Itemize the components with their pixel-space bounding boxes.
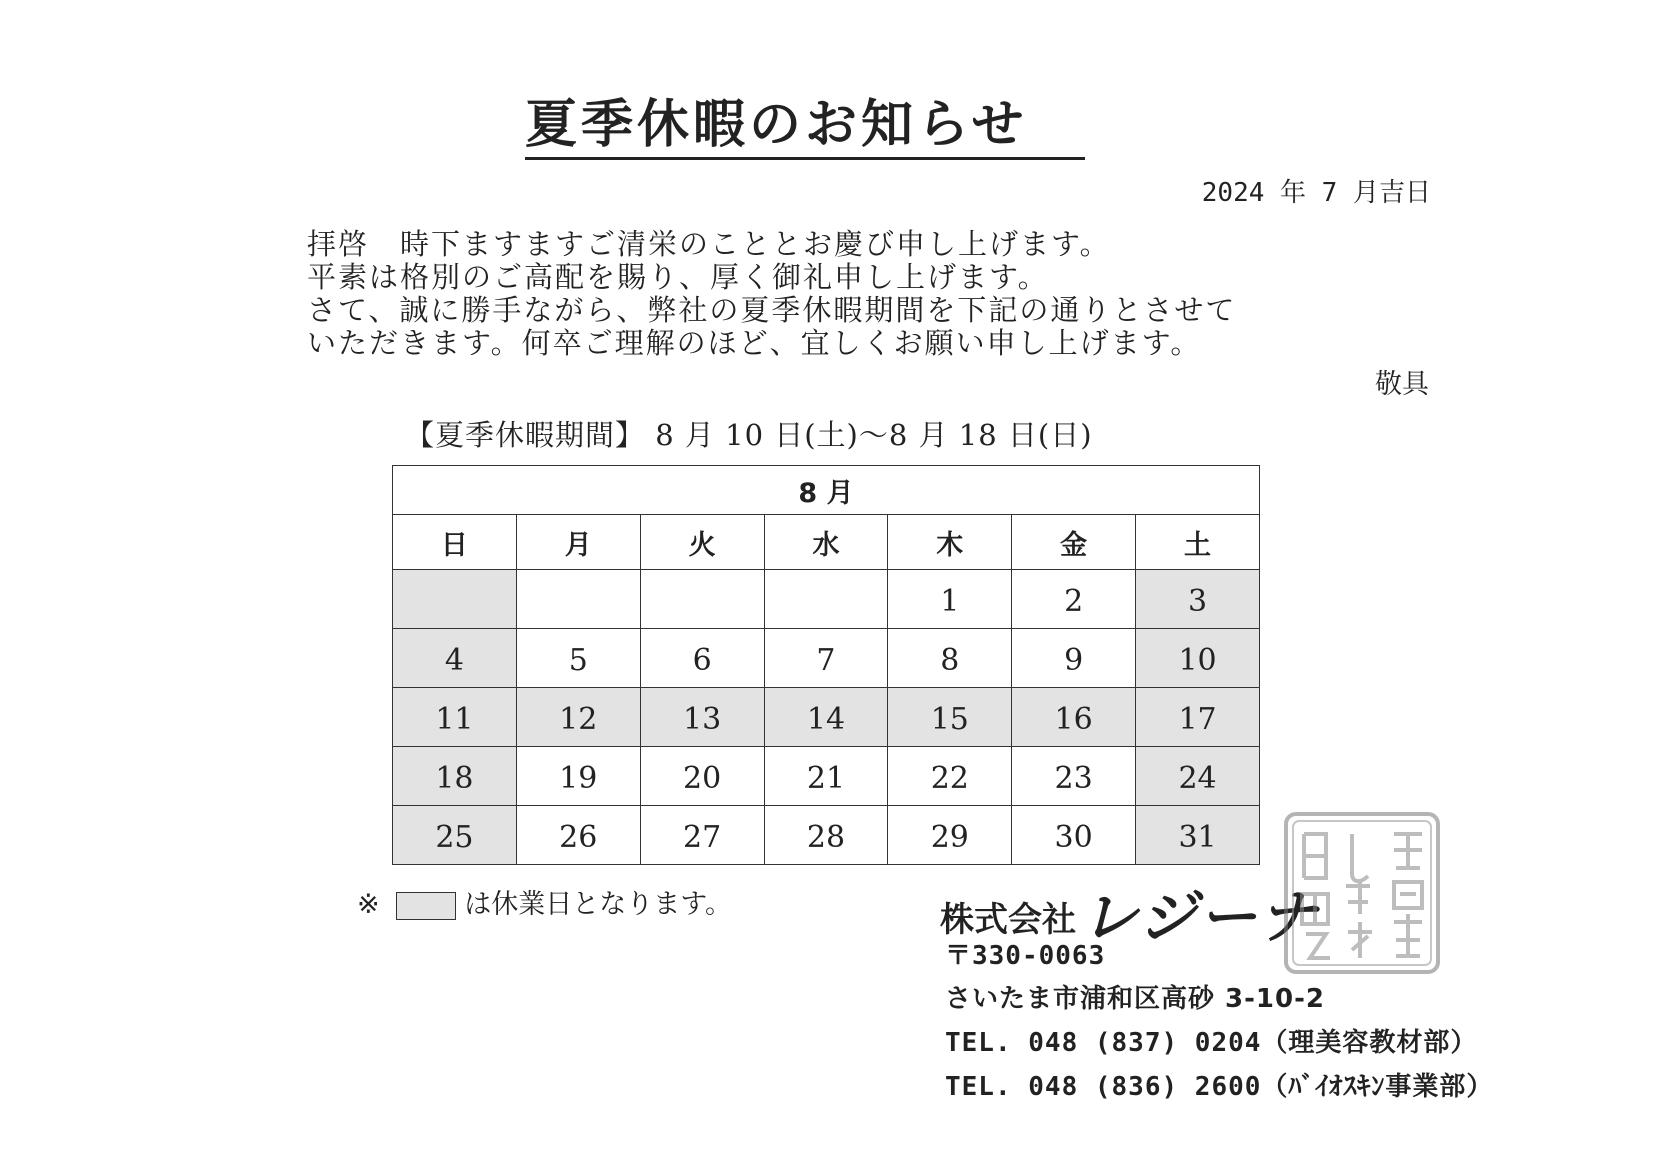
calendar-body <box>393 570 1260 865</box>
calendar-day: 21 <box>764 747 888 806</box>
calendar-empty-cell <box>764 570 888 629</box>
calendar-day: 11 <box>393 688 517 747</box>
closing-word: 敬具 <box>1375 369 1429 400</box>
body-line: 拝啓 時下ますますご清栄のこととお慶び申し上げます。 <box>307 227 1111 261</box>
period-label: 【夏季休暇期間】 <box>405 418 646 452</box>
calendar-day: 6 <box>640 629 764 688</box>
period-dates: 8 月 10 日(土)〜8 月 18 日(日) <box>655 418 1093 452</box>
weekday-header: 月 <box>516 515 640 570</box>
calendar-empty-cell <box>516 570 640 629</box>
calendar-empty-cell <box>393 570 517 629</box>
page-title: 夏季休暇のお知らせ <box>525 95 1085 160</box>
calendar-day: 12 <box>516 688 640 747</box>
legend-note <box>357 882 732 921</box>
calendar-day: 4 <box>393 629 517 688</box>
weekday-header: 水 <box>764 515 888 570</box>
calendar-day: 20 <box>640 747 764 806</box>
calendar-week-row <box>393 629 1260 688</box>
calendar-day: 3 <box>1136 570 1260 629</box>
body-line: さて、誠に勝手ながら、弊社の夏季休暇期間を下記の通りとさせて <box>307 293 1237 327</box>
body-line: いただきます。何卒ご理解のほど、宜しくお願い申し上げます。 <box>307 326 1202 360</box>
calendar-day: 5 <box>516 629 640 688</box>
calendar-day: 13 <box>640 688 764 747</box>
calendar-day: 31 <box>1136 806 1260 865</box>
weekday-header: 土 <box>1136 515 1260 570</box>
calendar-day: 10 <box>1136 629 1260 688</box>
calendar-day: 22 <box>888 747 1012 806</box>
calendar-day: 9 <box>1012 629 1136 688</box>
company-brand: レジーナ <box>1080 883 1319 951</box>
weekday-header: 日 <box>393 515 517 570</box>
holiday-period <box>405 413 1093 454</box>
weekday-header: 火 <box>640 515 764 570</box>
calendar-day: 14 <box>764 688 888 747</box>
calendar-month: 8 月 <box>393 466 1260 515</box>
calendar-day: 17 <box>1136 688 1260 747</box>
body-line: 平素は格別のご高配を賜り、厚く御礼申し上げます。 <box>307 260 1049 294</box>
calendar-day: 24 <box>1136 747 1260 806</box>
postal-code: 〒330-0063 <box>945 941 1106 971</box>
company-seal-stamp <box>1282 810 1442 976</box>
calendar-day: 29 <box>888 806 1012 865</box>
issue-date: 2024 年 7 月吉日 <box>1201 178 1431 208</box>
calendar-day: 30 <box>1012 806 1136 865</box>
august-calendar <box>392 465 1260 865</box>
legend-text: は休業日となります。 <box>464 889 733 920</box>
tel-line-1: TEL. 048 (837) 0204（理美容教材部） <box>945 1028 1478 1058</box>
tel-line-2: TEL. 048 (836) 2600（ﾊﾞｲｵｽｷﾝ事業部） <box>945 1072 1494 1102</box>
calendar-day: 7 <box>764 629 888 688</box>
legend-swatch <box>396 892 456 920</box>
calendar-day: 19 <box>516 747 640 806</box>
calendar-day: 1 <box>888 570 1012 629</box>
calendar-week-row <box>393 570 1260 629</box>
calendar-week-row <box>393 806 1260 865</box>
greeting-body <box>307 228 1236 360</box>
calendar-day: 15 <box>888 688 1012 747</box>
note-mark: ※ <box>357 889 380 920</box>
calendar-day: 8 <box>888 629 1012 688</box>
calendar-empty-cell <box>640 570 764 629</box>
calendar-day: 23 <box>1012 747 1136 806</box>
calendar-day: 27 <box>640 806 764 865</box>
calendar-day: 16 <box>1012 688 1136 747</box>
weekday-header: 金 <box>1012 515 1136 570</box>
calendar-day: 25 <box>393 806 517 865</box>
address: さいたま市浦和区高砂 3-10-2 <box>945 984 1325 1014</box>
weekday-header: 木 <box>888 515 1012 570</box>
calendar-day: 18 <box>393 747 517 806</box>
calendar-week-row <box>393 688 1260 747</box>
calendar-day: 28 <box>764 806 888 865</box>
calendar-week-row <box>393 747 1260 806</box>
weekday-header-row <box>393 515 1260 570</box>
company-prefix: 株式会社 <box>940 900 1076 940</box>
calendar-day: 2 <box>1012 570 1136 629</box>
calendar-day: 26 <box>516 806 640 865</box>
